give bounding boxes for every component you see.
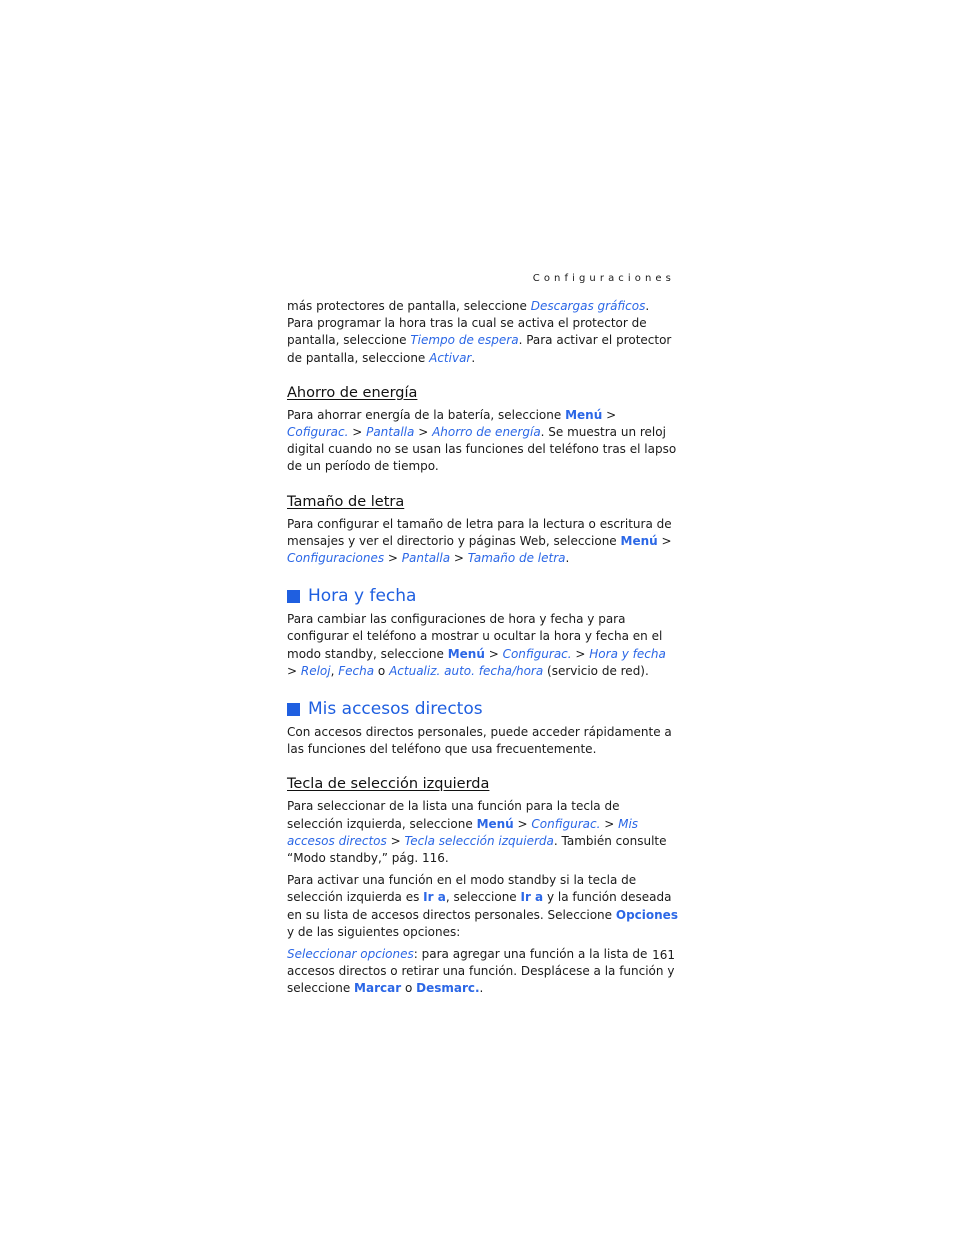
running-header: Configuraciones bbox=[532, 273, 675, 284]
text: y la función deseada en su lista de accesos directos personales. Seleccione bbox=[287, 890, 672, 922]
separator: > bbox=[484, 646, 503, 661]
separator: > bbox=[414, 425, 433, 440]
separator: > bbox=[386, 833, 405, 848]
menu-key-desmarc[interactable]: Desmarc. bbox=[416, 981, 480, 996]
text: . Se muestra un reloj digital cuando no se usan las funciones del teléfono tras el lapso de un período de tiempo. bbox=[287, 425, 677, 474]
page-body bbox=[287, 298, 679, 998]
menu-link-pantalla[interactable]: Pantalla bbox=[401, 551, 451, 566]
section-square-icon bbox=[287, 590, 300, 603]
menu-link-descargas-graficos[interactable]: Descargas gráficos bbox=[530, 299, 646, 313]
menu-key-marcar[interactable]: Marcar bbox=[354, 981, 402, 996]
separator: > bbox=[348, 425, 367, 440]
menu-link-tamano-de-letra[interactable]: Tamaño de letra bbox=[467, 551, 566, 566]
menu-link-fecha[interactable]: Fecha bbox=[338, 663, 375, 678]
menu-key-menu[interactable]: Menú bbox=[476, 816, 514, 831]
text: o bbox=[374, 663, 390, 678]
text: (servicio de red). bbox=[543, 663, 649, 678]
menu-link-reloj[interactable]: Reloj bbox=[300, 663, 331, 678]
separator: > bbox=[287, 663, 301, 678]
menu-link-configuraciones[interactable]: Configuraciones bbox=[287, 551, 385, 566]
heading-tamano-de-letra: Tamaño de letra bbox=[287, 493, 405, 510]
menu-key-ir-a[interactable]: Ir a bbox=[423, 890, 446, 905]
menu-link-ahorro-de-energia[interactable]: Ahorro de energía bbox=[432, 425, 541, 440]
text: , seleccione bbox=[445, 890, 521, 905]
text: Para activar una función en el modo standby si la tecla de selección izquierda es bbox=[287, 873, 637, 905]
separator: > bbox=[384, 551, 402, 566]
menu-link-tiempo-de-espera[interactable]: Tiempo de espera bbox=[410, 333, 519, 348]
menu-key-ir-a[interactable]: Ir a bbox=[520, 890, 544, 905]
heading-ahorro-de-energia: Ahorro de energía bbox=[287, 384, 418, 401]
menu-link-mis-accesos-directos[interactable]: Mis accesos directos bbox=[287, 816, 639, 848]
separator: > bbox=[602, 407, 617, 422]
text: . Para activar el protector de pantalla, seleccione bbox=[287, 333, 672, 365]
text: más protectores de pantalla, seleccione bbox=[287, 299, 531, 313]
tecla-paragraph-1 bbox=[287, 798, 679, 867]
menu-link-configurac[interactable]: Configurac. bbox=[502, 646, 572, 661]
text: Para configurar el tamaño de letra para la lectura o escritura de mensajes y ver el directorio y páginas Web, seleccione bbox=[287, 516, 672, 548]
section-mis-accesos-directos bbox=[287, 698, 679, 720]
text: Para ahorrar energía de la batería, seleccione bbox=[287, 407, 566, 422]
separator: > bbox=[600, 816, 619, 831]
section-title: Hora y fecha bbox=[308, 586, 417, 607]
menu-link-seleccionar-opciones[interactable]: Seleccionar opciones bbox=[287, 947, 414, 962]
text: Para seleccionar de la lista una función para la tecla de selección izquierda, seleccione bbox=[287, 799, 620, 831]
text: . bbox=[471, 350, 476, 365]
menu-key-menu[interactable]: Menú bbox=[620, 533, 658, 548]
text: o bbox=[401, 981, 417, 996]
menu-link-activar[interactable]: Activar bbox=[429, 350, 472, 365]
text: y de las siguientes opciones: bbox=[287, 924, 461, 939]
text: . bbox=[565, 551, 570, 566]
section-hora-y-fecha bbox=[287, 585, 679, 607]
menu-link-actualiz-auto[interactable]: Actualiz. auto. fecha/hora bbox=[389, 663, 544, 678]
text: . Para programar la hora tras la cual se activa el protector de pantalla, seleccione bbox=[287, 299, 650, 348]
menu-key-opciones[interactable]: Opciones bbox=[615, 907, 678, 922]
page-number: 161 bbox=[652, 948, 675, 962]
menu-link-hora-y-fecha[interactable]: Hora y fecha bbox=[589, 646, 666, 661]
menu-key-menu[interactable]: Menú bbox=[565, 407, 603, 422]
text: Para cambiar las configuraciones de hora y fecha y para configurar el teléfono a mostrar u ocultar la hora y fecha en el modo standby, seleccione bbox=[287, 612, 663, 661]
hora-paragraph bbox=[287, 611, 679, 680]
menu-link-cofigurac[interactable]: Cofigurac. bbox=[287, 425, 349, 440]
heading-tecla-seleccion-izquierda: Tecla de selección izquierda bbox=[287, 776, 490, 793]
menu-link-tecla-seleccion-izquierda[interactable]: Tecla selección izquierda bbox=[404, 833, 554, 848]
text: . bbox=[479, 981, 484, 996]
section-square-icon bbox=[287, 703, 300, 716]
intro-paragraph bbox=[287, 298, 679, 367]
text: . También consulte “Modo standby,” pág. 116. bbox=[287, 833, 667, 866]
menu-key-menu[interactable]: Menú bbox=[447, 646, 485, 661]
menu-link-configurac[interactable]: Configurac. bbox=[531, 816, 601, 831]
separator: > bbox=[657, 533, 672, 548]
separator: > bbox=[513, 816, 532, 831]
menu-link-pantalla[interactable]: Pantalla bbox=[366, 425, 415, 440]
text: : para agregar una función a la lista de accesos directos o retirar una función. Desplácese a la función y seleccione bbox=[287, 947, 675, 996]
tamano-paragraph bbox=[287, 516, 679, 568]
section-title: Mis accesos directos bbox=[308, 699, 483, 720]
separator: > bbox=[571, 646, 590, 661]
ahorro-paragraph bbox=[287, 407, 679, 476]
separator: , bbox=[330, 663, 339, 678]
accesos-paragraph: Con accesos directos personales, puede acceder rápidamente a las funciones del teléfono que usa frecuentemente. bbox=[287, 725, 672, 757]
tecla-paragraph-2 bbox=[287, 872, 679, 941]
separator: > bbox=[450, 551, 468, 566]
